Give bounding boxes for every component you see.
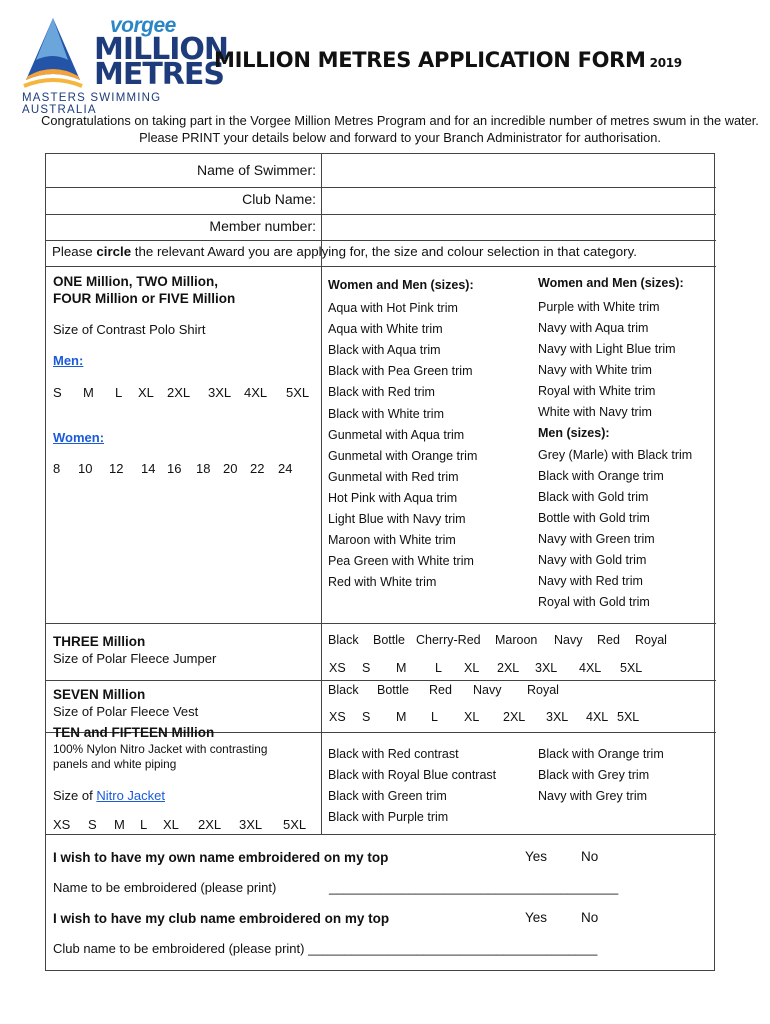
three-colour-option[interactable]: Royal (635, 633, 667, 647)
ten-size-option[interactable]: 2XL (198, 817, 222, 832)
ten-size-option[interactable]: XS (53, 817, 71, 832)
polo-colour-option[interactable]: Black with Aqua trim (328, 343, 441, 358)
seven-size-option[interactable]: M (396, 710, 407, 724)
polo-colour-option[interactable]: Royal with White trim (538, 384, 656, 398)
women-size-option[interactable]: 18 (196, 461, 211, 476)
name-of-swimmer-input[interactable] (326, 158, 711, 184)
instruction-post: the relevant Award you are applying for, the size and colour selection in that category. (131, 244, 637, 259)
polo-men-colour-option[interactable]: Black with Gold trim (538, 490, 649, 504)
women-size-option[interactable]: 22 (250, 461, 265, 476)
ten-colour-option[interactable]: Navy with Grey trim (538, 789, 648, 803)
club-embroidered-input[interactable]: ________________________________________ (308, 941, 598, 956)
polo-colour-option[interactable]: Gunmetal with Red trim (328, 469, 459, 484)
intro-text: Congratulations on taking part in the Vorgee Million Metres Program and for an incredible number of metres swum in the water. Please PRINT your details below and forward to your Branch Administrator for authorisation. (41, 113, 759, 145)
three-size-option[interactable]: L (435, 661, 442, 675)
ten-desc-line1: 100% Nylon Nitro Jacket with contrasting (53, 742, 268, 756)
ten-colour-option[interactable]: Black with Orange trim (538, 747, 664, 761)
women-size-option[interactable]: 12 (109, 461, 124, 476)
polo-title-line1: ONE Million, TWO Million, (53, 274, 218, 289)
men-size-option[interactable]: M (83, 385, 94, 400)
seven-size-option[interactable]: XS (329, 710, 346, 724)
title-text: MILLION METRES APPLICATION FORM (214, 48, 646, 72)
polo-men-colour-option[interactable]: Navy with Red trim (538, 574, 643, 588)
ten-size-option[interactable]: S (88, 817, 97, 832)
seven-size-option[interactable]: 5XL (617, 710, 640, 724)
seven-size-option[interactable]: L (431, 710, 438, 724)
ten-colour-option[interactable]: Black with Grey trim (538, 768, 650, 782)
embroider-own-name-question: I wish to have my own name embroidered on my top (53, 850, 389, 865)
polo-men-header: Men (sizes): (538, 426, 610, 440)
three-colour-option[interactable]: Maroon (495, 633, 538, 647)
polo-colour-option[interactable]: Red with White trim (328, 575, 437, 590)
embroider-club-name-question: I wish to have my club name embroidered on my top (53, 911, 390, 926)
polo-colour-option[interactable]: Aqua with White trim (328, 322, 443, 337)
ten-colour-option[interactable]: Black with Green trim (328, 789, 447, 803)
men-size-option[interactable]: L (115, 385, 123, 400)
logo-mountain-icon (22, 16, 84, 88)
polo-colour-option[interactable]: Black with White trim (328, 406, 444, 421)
club-embroidered-label (53, 941, 597, 956)
polo-colour-option[interactable]: Gunmetal with Aqua trim (328, 427, 465, 442)
ten-size-option[interactable]: XL (163, 817, 179, 832)
three-million-subtitle: Size of Polar Fleece Jumper (53, 651, 217, 666)
brand-metres: METRES (94, 57, 225, 92)
ten-size-option[interactable]: 5XL (283, 817, 307, 832)
men-size-option[interactable]: 3XL (208, 385, 232, 400)
instruction (52, 244, 637, 259)
three-colour-option[interactable]: Red (597, 633, 620, 647)
polo-colour-option[interactable]: White with Navy trim (538, 405, 652, 419)
ten-size-option[interactable]: 3XL (239, 817, 263, 832)
club-embroidered-text: Club name to be embroidered (please print) (53, 941, 305, 956)
embroider-name-no[interactable]: No (581, 849, 599, 864)
seven-size-option[interactable]: S (362, 710, 371, 724)
seven-size-option[interactable]: XL (464, 710, 480, 724)
embroider-name-yes[interactable]: Yes (525, 849, 548, 864)
polo-subtitle: Size of Contrast Polo Shirt (53, 322, 206, 337)
polo-men-colour-option[interactable]: Bottle with Gold trim (538, 511, 650, 525)
embroider-club-no[interactable]: No (581, 910, 599, 925)
ten-fifteen-title: TEN and FIFTEEN Million (53, 725, 215, 740)
nitro-jacket-link[interactable]: Nitro Jacket (96, 788, 165, 803)
polo-colour-option[interactable]: Navy with Aqua trim (538, 321, 649, 335)
ten-size-option[interactable]: L (140, 817, 148, 832)
polo-colour-option[interactable]: Aqua with Hot Pink trim (328, 301, 458, 315)
name-embroidered-input[interactable]: ________________________________________ (329, 880, 619, 895)
polo-colour-option[interactable]: Black with Pea Green trim (328, 364, 473, 379)
ten-size-option[interactable]: M (114, 817, 125, 832)
name-of-swimmer-label: Name of Swimmer: (196, 162, 316, 178)
polo-colour-option[interactable]: Pea Green with White trim (328, 554, 474, 569)
polo-men-colour-option[interactable]: Navy with Green trim (538, 532, 655, 546)
polo-colour-option[interactable]: Black with Red trim (328, 385, 435, 400)
ten-desc-line2: panels and white piping (53, 757, 177, 771)
three-size-option[interactable]: 2XL (497, 661, 520, 675)
polo-men-colour-option[interactable]: Grey (Marle) with Black trim (538, 448, 693, 462)
three-size-option[interactable]: S (362, 661, 371, 675)
polo-colour-option[interactable]: Maroon with White trim (328, 533, 456, 548)
polo-col2-header: Women and Men (sizes): (538, 276, 684, 290)
seven-colour-option[interactable]: Bottle (377, 683, 409, 697)
ten-colour-option[interactable]: Black with Royal Blue contrast (328, 768, 497, 782)
men-size-option[interactable]: S (53, 385, 62, 400)
application-form (45, 153, 715, 971)
men-size-option[interactable]: 4XL (244, 385, 268, 400)
nitro-size-text: Size of (53, 788, 97, 803)
polo-men-colour-option[interactable]: Royal with Gold trim (538, 595, 650, 609)
men-label: Men: (53, 353, 84, 368)
polo-colour-option[interactable]: Light Blue with Navy trim (328, 512, 466, 526)
women-size-option[interactable]: 8 (53, 461, 61, 476)
page-title (214, 48, 682, 72)
polo-colour-option[interactable]: Navy with White trim (538, 363, 652, 377)
ten-colour-option[interactable]: Black with Red contrast (328, 747, 459, 761)
seven-size-option[interactable]: 3XL (546, 710, 569, 724)
ten-colour-option[interactable]: Black with Purple trim (328, 810, 449, 824)
seven-million-title: SEVEN Million (53, 687, 146, 702)
three-colour-option[interactable]: Black (328, 633, 359, 647)
embroider-club-yes[interactable]: Yes (525, 910, 548, 925)
three-million-title: THREE Million (53, 634, 146, 649)
title-year: 2019 (649, 56, 682, 70)
polo-colour-option[interactable]: Purple with White trim (538, 300, 660, 314)
three-size-option[interactable]: M (396, 661, 407, 675)
women-size-option[interactable]: 20 (223, 461, 238, 476)
three-colour-option[interactable]: Navy (554, 633, 583, 647)
women-size-option[interactable]: 24 (278, 461, 293, 476)
seven-colour-option[interactable]: Navy (473, 683, 502, 697)
seven-colour-option[interactable]: Red (429, 683, 452, 697)
instruction-pre: Please (52, 244, 97, 259)
club-name-label: Club Name: (242, 191, 316, 207)
women-size-option[interactable]: 10 (78, 461, 93, 476)
three-size-option[interactable]: XS (329, 661, 346, 675)
polo-col1-header: Women and Men (sizes): (328, 278, 474, 292)
seven-colour-option[interactable]: Black (328, 683, 359, 697)
brand-subtitle: MASTERS SWIMMING AUSTRALIA (22, 92, 162, 116)
seven-colour-option[interactable]: Royal (527, 683, 559, 697)
polo-men-colour-option[interactable]: Navy with Gold trim (538, 553, 647, 567)
member-number-input[interactable] (326, 216, 711, 238)
brand-vorgee: vorgee (110, 14, 176, 37)
seven-size-option[interactable]: 4XL (586, 710, 609, 724)
seven-size-option[interactable]: 2XL (503, 710, 526, 724)
seven-million-subtitle: Size of Polar Fleece Vest (53, 704, 199, 719)
polo-men-colour-option[interactable]: Black with Orange trim (538, 469, 664, 483)
instruction-circle: circle (96, 244, 132, 259)
masters-swimming-logo (22, 12, 229, 116)
three-colour-option[interactable]: Cherry-Red (416, 633, 481, 647)
three-size-option[interactable]: 3XL (535, 661, 558, 675)
polo-colour-option[interactable]: Hot Pink with Aqua trim (328, 490, 458, 505)
polo-title-line2: FOUR Million or FIVE Million (53, 291, 236, 306)
women-size-option[interactable]: 14 (141, 461, 156, 476)
men-size-option[interactable]: 5XL (286, 385, 310, 400)
member-number-label: Member number: (209, 218, 316, 234)
brand-million: MILLION (94, 32, 229, 67)
club-name-input[interactable] (326, 190, 711, 212)
nitro-size-label (53, 788, 165, 803)
three-size-option[interactable]: 5XL (620, 661, 643, 675)
name-embroidered-label: Name to be embroidered (please print) (53, 880, 277, 895)
three-size-option[interactable]: XL (464, 661, 480, 675)
three-size-option[interactable]: 4XL (579, 661, 602, 675)
polo-colour-option[interactable]: Navy with Light Blue trim (538, 342, 676, 356)
polo-colour-option[interactable]: Gunmetal with Orange trim (328, 448, 478, 463)
men-size-option[interactable]: XL (138, 385, 154, 400)
women-size-option[interactable]: 16 (167, 461, 182, 476)
men-size-option[interactable]: 2XL (167, 385, 191, 400)
three-colour-option[interactable]: Bottle (373, 633, 405, 647)
women-label: Women: (53, 430, 105, 445)
